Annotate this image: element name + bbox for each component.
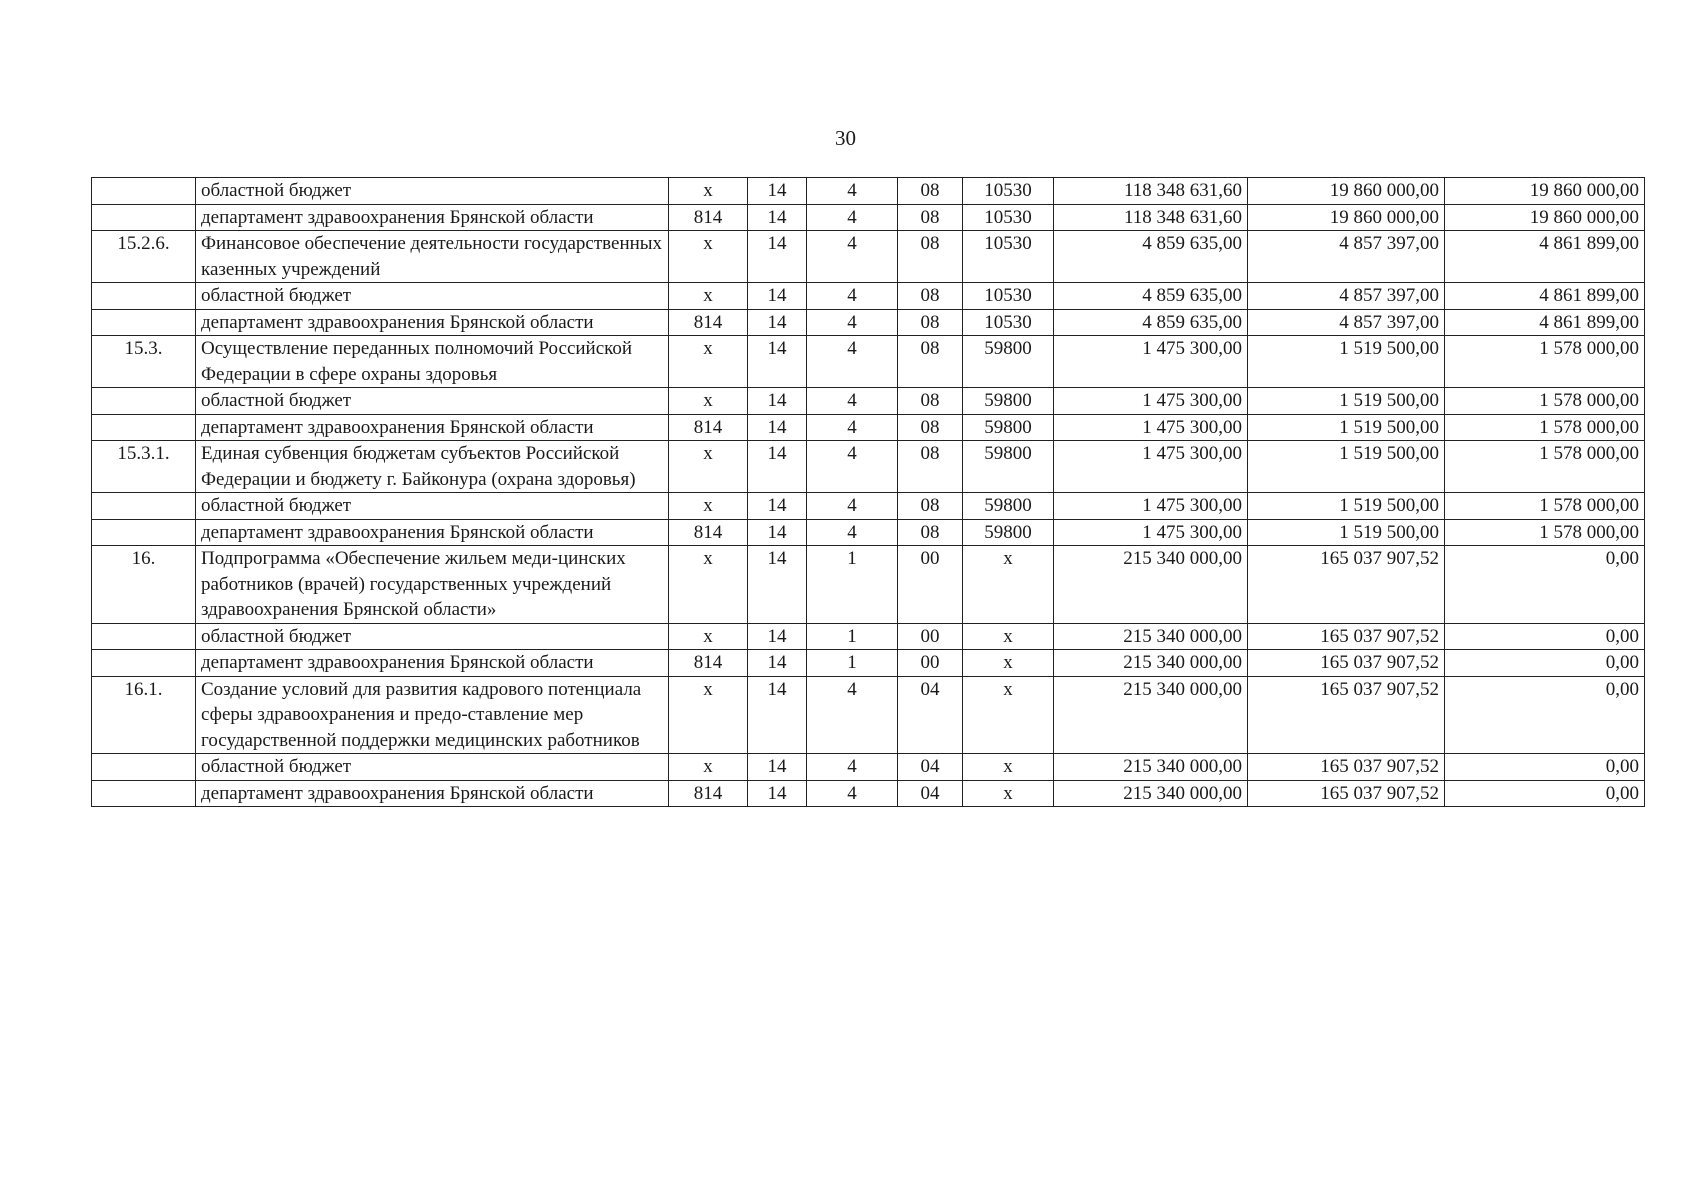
row-number: 15.2.6. [92,231,196,283]
amount-year-1: 1 475 300,00 [1054,519,1248,546]
section-code: 14 [748,204,807,231]
amount-year-2: 165 037 907,52 [1248,754,1445,781]
row-description: департамент здравоохранения Брянской области [196,204,669,231]
subsection-code: 4 [807,676,898,754]
amount-year-2: 165 037 907,52 [1248,623,1445,650]
section-code: 14 [748,231,807,283]
admin-code: 814 [669,414,748,441]
section-code: 14 [748,493,807,520]
amount-year-3: 1 578 000,00 [1445,519,1645,546]
amount-year-3: 1 578 000,00 [1445,336,1645,388]
admin-code: 814 [669,519,748,546]
row-number [92,623,196,650]
subsection-code: 4 [807,754,898,781]
table-row [92,754,1645,781]
amount-year-3: 4 861 899,00 [1445,283,1645,310]
section-code: 14 [748,519,807,546]
table-row [92,336,1645,388]
row-description: Финансовое обеспечение деятельности государственных казенных учреждений [196,231,669,283]
direction-code: х [963,623,1054,650]
program-code: 00 [898,650,963,677]
row-number: 16. [92,546,196,624]
amount-year-1: 1 475 300,00 [1054,414,1248,441]
admin-code: х [669,546,748,624]
admin-code: 814 [669,204,748,231]
row-number [92,493,196,520]
table-row [92,546,1645,624]
amount-year-3: 4 861 899,00 [1445,309,1645,336]
program-code: 08 [898,283,963,310]
section-code: 14 [748,754,807,781]
row-number [92,283,196,310]
section-code: 14 [748,546,807,624]
amount-year-3: 0,00 [1445,650,1645,677]
admin-code: 814 [669,650,748,677]
amount-year-2: 1 519 500,00 [1248,414,1445,441]
amount-year-1: 215 340 000,00 [1054,780,1248,807]
direction-code: х [963,650,1054,677]
subsection-code: 1 [807,623,898,650]
subsection-code: 1 [807,546,898,624]
amount-year-1: 1 475 300,00 [1054,441,1248,493]
admin-code: 814 [669,309,748,336]
direction-code: 59800 [963,388,1054,415]
amount-year-2: 1 519 500,00 [1248,519,1445,546]
amount-year-1: 4 859 635,00 [1054,283,1248,310]
direction-code: х [963,546,1054,624]
row-description: департамент здравоохранения Брянской области [196,519,669,546]
admin-code: х [669,231,748,283]
amount-year-1: 215 340 000,00 [1054,623,1248,650]
program-code: 08 [898,519,963,546]
amount-year-3: 0,00 [1445,546,1645,624]
subsection-code: 4 [807,309,898,336]
subsection-code: 4 [807,493,898,520]
budget-table [91,177,1645,807]
row-number: 16.1. [92,676,196,754]
amount-year-2: 165 037 907,52 [1248,546,1445,624]
program-code: 04 [898,754,963,781]
table-row [92,780,1645,807]
program-code: 00 [898,546,963,624]
amount-year-3: 19 860 000,00 [1445,178,1645,205]
program-code: 08 [898,178,963,205]
direction-code: 10530 [963,283,1054,310]
table-row [92,493,1645,520]
amount-year-1: 118 348 631,60 [1054,204,1248,231]
page-number: 30 [835,126,856,150]
amount-year-3: 1 578 000,00 [1445,388,1645,415]
row-description: областной бюджет [196,388,669,415]
table-row [92,650,1645,677]
subsection-code: 4 [807,780,898,807]
section-code: 14 [748,780,807,807]
amount-year-2: 1 519 500,00 [1248,388,1445,415]
amount-year-2: 1 519 500,00 [1248,493,1445,520]
row-number [92,754,196,781]
admin-code: х [669,388,748,415]
row-description: Осуществление переданных полномочий Российской Федерации в сфере охраны здоровья [196,336,669,388]
amount-year-2: 19 860 000,00 [1248,178,1445,205]
program-code: 08 [898,414,963,441]
amount-year-3: 0,00 [1445,623,1645,650]
table-row [92,441,1645,493]
amount-year-3: 1 578 000,00 [1445,441,1645,493]
table-row [92,676,1645,754]
section-code: 14 [748,650,807,677]
row-number [92,204,196,231]
amount-year-2: 1 519 500,00 [1248,441,1445,493]
amount-year-3: 19 860 000,00 [1445,204,1645,231]
amount-year-1: 1 475 300,00 [1054,493,1248,520]
subsection-code: 4 [807,388,898,415]
amount-year-1: 1 475 300,00 [1054,388,1248,415]
direction-code: 59800 [963,414,1054,441]
subsection-code: 4 [807,441,898,493]
section-code: 14 [748,623,807,650]
amount-year-2: 165 037 907,52 [1248,650,1445,677]
subsection-code: 4 [807,283,898,310]
row-description: Единая субвенция бюджетам субъектов Российской Федерации и бюджету г. Байконура (охрана здоровья) [196,441,669,493]
row-description: областной бюджет [196,283,669,310]
amount-year-1: 1 475 300,00 [1054,336,1248,388]
row-number [92,414,196,441]
admin-code: 814 [669,780,748,807]
section-code: 14 [748,178,807,205]
table-row [92,623,1645,650]
amount-year-3: 1 578 000,00 [1445,493,1645,520]
subsection-code: 4 [807,231,898,283]
admin-code: х [669,283,748,310]
amount-year-1: 4 859 635,00 [1054,309,1248,336]
section-code: 14 [748,441,807,493]
program-code: 04 [898,676,963,754]
section-code: 14 [748,336,807,388]
section-code: 14 [748,309,807,336]
row-number [92,780,196,807]
row-description: областной бюджет [196,178,669,205]
program-code: 08 [898,388,963,415]
amount-year-1: 4 859 635,00 [1054,231,1248,283]
table-row [92,519,1645,546]
program-code: 08 [898,204,963,231]
amount-year-2: 4 857 397,00 [1248,231,1445,283]
program-code: 08 [898,231,963,283]
row-description: департамент здравоохранения Брянской области [196,780,669,807]
row-description: областной бюджет [196,754,669,781]
direction-code: х [963,754,1054,781]
row-description: областной бюджет [196,623,669,650]
program-code: 08 [898,336,963,388]
direction-code: 10530 [963,231,1054,283]
direction-code: 59800 [963,493,1054,520]
row-number [92,519,196,546]
subsection-code: 1 [807,650,898,677]
row-description: Подпрограмма «Обеспечение жильем меди-цинских работников (врачей) государственных учреждений здравоохранения Брянской области» [196,546,669,624]
table-row [92,283,1645,310]
direction-code: 10530 [963,204,1054,231]
admin-code: х [669,623,748,650]
table-row [92,178,1645,205]
amount-year-2: 4 857 397,00 [1248,283,1445,310]
amount-year-3: 4 861 899,00 [1445,231,1645,283]
admin-code: х [669,178,748,205]
table-row [92,414,1645,441]
amount-year-1: 215 340 000,00 [1054,546,1248,624]
table-row [92,204,1645,231]
amount-year-3: 0,00 [1445,676,1645,754]
amount-year-2: 4 857 397,00 [1248,309,1445,336]
amount-year-1: 215 340 000,00 [1054,650,1248,677]
subsection-code: 4 [807,519,898,546]
section-code: 14 [748,388,807,415]
section-code: 14 [748,414,807,441]
row-number: 15.3. [92,336,196,388]
row-description: департамент здравоохранения Брянской области [196,309,669,336]
direction-code: 10530 [963,309,1054,336]
table-row [92,309,1645,336]
direction-code: х [963,676,1054,754]
row-description: департамент здравоохранения Брянской области [196,650,669,677]
amount-year-2: 165 037 907,52 [1248,676,1445,754]
program-code: 08 [898,493,963,520]
program-code: 08 [898,309,963,336]
direction-code: 59800 [963,441,1054,493]
subsection-code: 4 [807,178,898,205]
amount-year-3: 1 578 000,00 [1445,414,1645,441]
row-number [92,309,196,336]
row-number: 15.3.1. [92,441,196,493]
subsection-code: 4 [807,204,898,231]
program-code: 04 [898,780,963,807]
amount-year-2: 1 519 500,00 [1248,336,1445,388]
row-description: Создание условий для развития кадрового потенциала сферы здравоохранения и предо-ставление мер государственной поддержки медицинских работников [196,676,669,754]
amount-year-3: 0,00 [1445,754,1645,781]
table-row [92,231,1645,283]
section-code: 14 [748,283,807,310]
program-code: 08 [898,441,963,493]
table-row [92,388,1645,415]
direction-code: 10530 [963,178,1054,205]
admin-code: х [669,754,748,781]
admin-code: х [669,441,748,493]
section-code: 14 [748,676,807,754]
row-description: областной бюджет [196,493,669,520]
admin-code: х [669,676,748,754]
direction-code: 59800 [963,519,1054,546]
amount-year-3: 0,00 [1445,780,1645,807]
direction-code: х [963,780,1054,807]
amount-year-2: 19 860 000,00 [1248,204,1445,231]
amount-year-2: 165 037 907,52 [1248,780,1445,807]
admin-code: х [669,493,748,520]
amount-year-1: 215 340 000,00 [1054,754,1248,781]
amount-year-1: 118 348 631,60 [1054,178,1248,205]
admin-code: х [669,336,748,388]
program-code: 00 [898,623,963,650]
subsection-code: 4 [807,336,898,388]
amount-year-1: 215 340 000,00 [1054,676,1248,754]
row-description: департамент здравоохранения Брянской области [196,414,669,441]
row-number [92,178,196,205]
table-body [92,178,1645,807]
row-number [92,650,196,677]
subsection-code: 4 [807,414,898,441]
row-number [92,388,196,415]
direction-code: 59800 [963,336,1054,388]
